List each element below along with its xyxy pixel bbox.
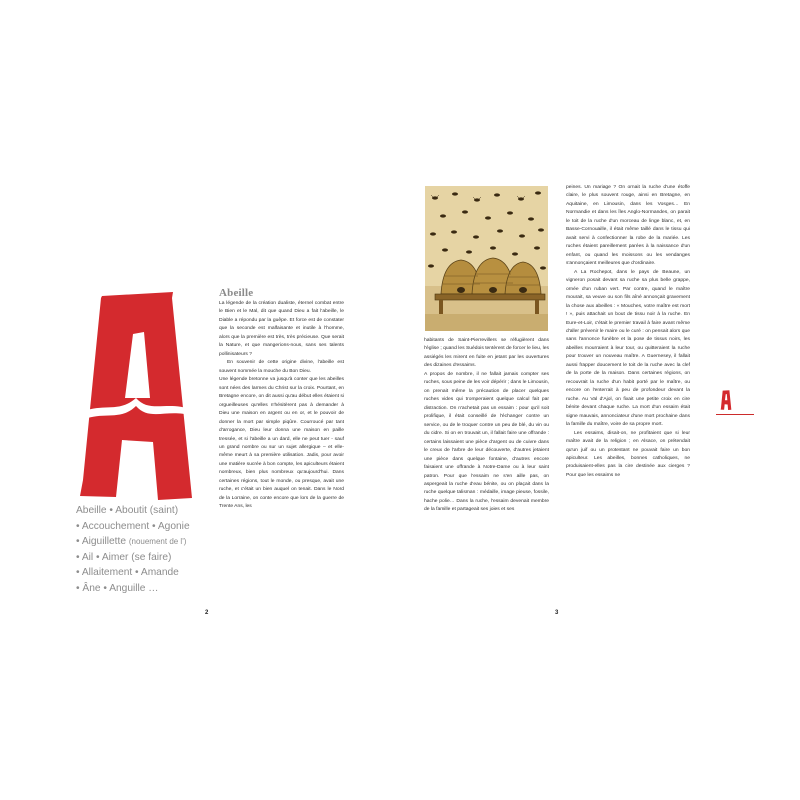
text-column-right-1	[424, 337, 549, 515]
big-letter-a-graphic	[80, 290, 192, 500]
index-line: • Aiguillette (nouement de l')	[76, 536, 187, 548]
paragraph: La légende de la création dualiste, éternel combat entre le Bien et le Mal, dit que quand Dieu a fait l'abeille, le Diable a répondu par la guêpe. Et force est de constater que la seconde est malfaisante et inutile à l'homme, alors que la première est très, très précieuse. Que serait la Nature, et que mangerions-nous, sans ses talents pollinisateurs ?	[219, 301, 344, 357]
paragraph: A propos de nombre, il ne fallait jamais compter ses ruches, sous peine de les voir dépérir ; dans le Limousin, on prenait même la précaution de placer quelques ruches vides qui tromperaient quelque calcul fait par distraction. On n'achetait pas un essaim : pour qu'il soit prolifique, il était conseillé de l'échanger contre un service, ou de le troquer contre un peu de blé, du vin ou du cidre. Si on en trouvait un, il fallait faire une offrande : certains laissaient une pièce d'argent ou de cuivre dans le creux de l'arbre de leur découverte, d'autres jetaient une pièce dans quelque fontaine, d'autres encore faisaient une offrande à Notre-Dame ou à leur saint patron. Pour que l'essaim ne s'en aille pas, on aspergeait la ruche d'eau bénite, ou on plaçait dans la ruche quelque talisman : médaille, image pieuse, fossile, hache polie… Dans la ruche, l'essaim devenait membre de la famille et partageait ses joies et ses	[424, 371, 549, 513]
paragraph: Une légende bretonne va jusqu'à conter que les abeilles sont nées des larmes du Christ sur la croix. Pourtant, en Bretagne encore, on dit aussi qu'au début elles étaient si orgueilleuses qu'elles n'hésitèrent pas à demander à Dieu une maison en argent ou en or, et le pouvoir de donner la mort par simple piqûre. Courroucé par tant d'arrogance, Dieu leur donna une maison en paille tressée, et si l'abeille a un dard, elle ne peut tuer - sauf un grand nombre ou sur un sujet allergique – et elle-même meurt à sa première utilisation. Jadis, pour avoir une matière sucrée à bon compte, les apiculteurs étaient nombreux, bien plus nombreux qu'aujourd'hui. Dans certaines régions, tout le monde, ou presque, avait une ruche, et c'était un bien auquel on tenait. Dans le Nord de la Lorraine, on conte encore que lors de la guerre de Trente Ans, les	[219, 377, 344, 510]
side-tab-rule	[716, 414, 754, 415]
paragraph: A La Rochepot, dans le pays de Beaune, un vigneron posait devant sa ruche sa plus belle grappe, ornée d'un ruban vert. Par contre, quand le maître mourait, sa veuve ou son fils aîné annonçait gravement la chose aux abeilles : « Mouches, votre maître est mort ! », puis attachait un bout de tissu noir à la ruche. En Eure-et-Loir, c'était le premier travail à faire avant même d'aller prévenir le maire ou le curé : on pensait alors que sans l'annonce funèbre et la pose de tissus noirs, les abeilles mourraient à leur tour, ou quitteraient la ruche pour trouver un nouveau maître. A Guernesey, il fallait aussi frapper doucement le toit de la ruche avec la clef de la porte de la maison. Dans certaines régions, on recouvrait la ruche d'un habit porté par le maître, ou encore on l'enterrait à peu de profondeur devant la ruche. Au Val d'Ajol, on fixait une petite croix en cire bénite devant chaque ruche. La mort d'un essaim était signe mauvais, annonciateur d'une mort prochaine dans la famille du maître, voire de sa propre mort.	[566, 269, 690, 428]
hives	[441, 258, 541, 294]
index-line: • Accouchement • Agonie	[76, 520, 190, 532]
page-number: 2	[205, 610, 209, 616]
text-column-left	[219, 288, 344, 512]
page-number: 3	[555, 610, 559, 616]
index-line: • Ail • Aimer (se faire)	[76, 551, 172, 563]
paragraph: En souvenir de cette origine divine, l'abeille est souvent nommée la mouche du Bon Dieu.	[219, 360, 344, 374]
index-line: • Âne • Anguille …	[76, 582, 159, 594]
index-line: • Allaitement • Amande	[76, 567, 179, 579]
paragraph: peines. Un mariage ? On ornait la ruche d'une étoffe claire, le plus souvent rouge, ainsi en Bretagne, en Aquitaine, en Limousin, dans les Vosges… En Normandie et dans les îles Anglo-Normandes, on parait le toit de la ruche d'un morceau de linge blanc, et, en Basse-Cornouaille, il était même taillé dans le tissu qui avait servi à confectionner la robe de la mariée. Les ruches étaient pareillement parées à la naissance d'un enfant, ou quand les moissons ou les vendanges s'annonçaient meilleures que d'ordinaire.	[566, 185, 690, 267]
text-column-right-2	[566, 184, 690, 480]
beehives-illustration	[425, 186, 548, 331]
side-letter-a-graphic	[719, 390, 733, 410]
paragraph: habitants de Saint-Pierrevillers se réfugièrent dans l'église ; quand les Suédois tentèrent de forcer le lieu, les assiégés les mirent en fuite en jetant par les ouvertures des dizaines d'essaims.	[424, 338, 549, 369]
paragraph: Les essaims, disait-on, ne profitaient que si leur maître avait de la religion ; en Alsace, on prétendait qu'un juif ou un protestant ne pouvait faire un bon apiculteur. Les abeilles, bonnes catholiques, ne produisaient-elles pas la cire destinée aux cierges ? Pour que les essaims ne	[566, 430, 690, 478]
index-line: Abeille • Aboutit (saint)	[76, 505, 179, 516]
entry-title: Abeille	[219, 287, 254, 299]
entry-index-list	[76, 503, 216, 597]
index-note: (nouement de l')	[128, 537, 187, 547]
